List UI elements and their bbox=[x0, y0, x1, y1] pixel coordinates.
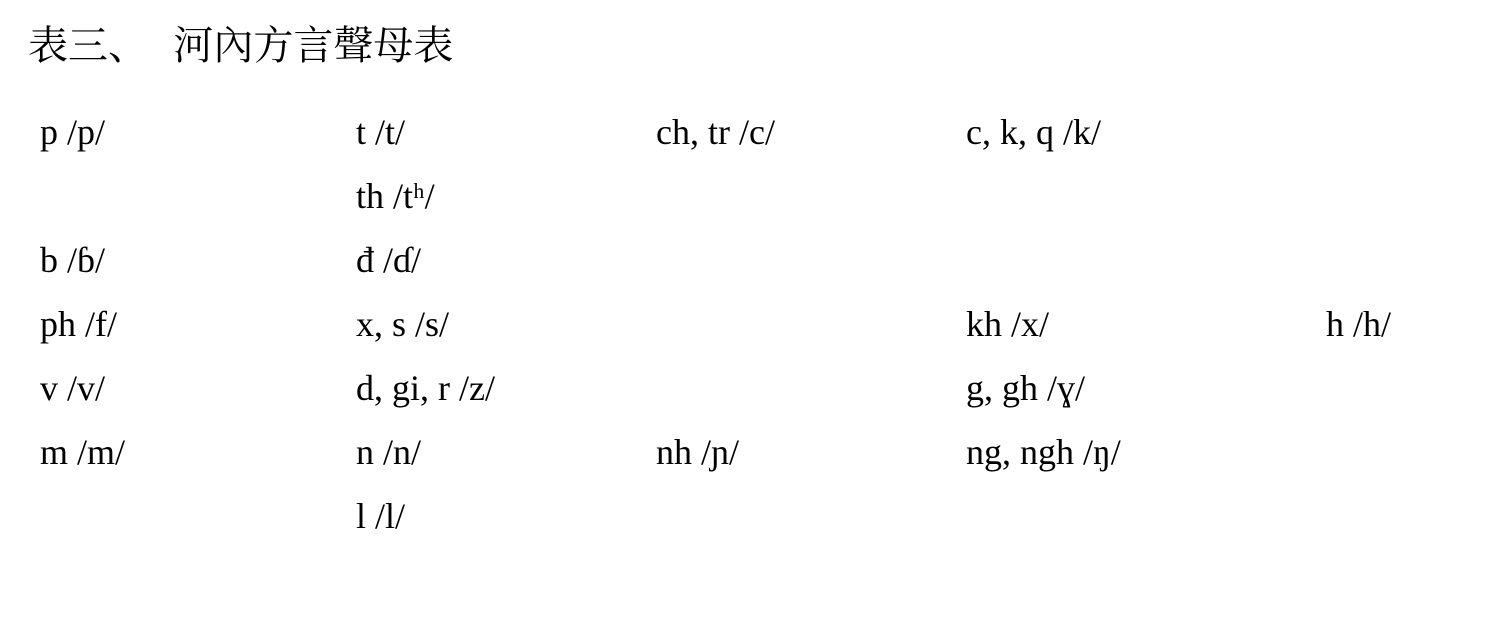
table-cell-alveolar: l /l/ bbox=[356, 496, 406, 536]
table-cell-alveolar: đ /ɗ/ bbox=[356, 240, 422, 280]
table-cell-labial: b /ɓ/ bbox=[40, 240, 106, 280]
table-cell-alveolar: t /t/ bbox=[356, 112, 406, 152]
table-row bbox=[40, 228, 1490, 292]
table-cell-labial: m /m/ bbox=[40, 432, 126, 472]
table-cell-alveolar: th /tʰ/ bbox=[356, 176, 435, 216]
table-row bbox=[40, 100, 1490, 164]
table-cell-velar: kh /x/ bbox=[966, 304, 1050, 344]
table-row bbox=[40, 356, 1490, 420]
table-cell-alveolar: x, s /s/ bbox=[356, 304, 450, 344]
table-row bbox=[40, 420, 1490, 484]
table-cell-labial: ph /f/ bbox=[40, 304, 117, 344]
table-cell-palatal: nh /ɲ/ bbox=[656, 432, 740, 472]
initials-table bbox=[40, 100, 1490, 548]
table-cell-alveolar: n /n/ bbox=[356, 432, 422, 472]
table-row bbox=[40, 292, 1490, 356]
table-row bbox=[40, 164, 1490, 228]
table-cell-alveolar: d, gi, r /z/ bbox=[356, 368, 495, 408]
table-cell-velar: g, gh /ɣ/ bbox=[966, 368, 1086, 408]
table-cell-labial: v /v/ bbox=[40, 368, 106, 408]
page-title: 表三、 河內方言聲母表 bbox=[28, 23, 454, 69]
table-cell-glottal: h /h/ bbox=[1326, 304, 1392, 344]
table-row bbox=[40, 484, 1490, 548]
table-cell-palatal: ch, tr /c/ bbox=[656, 112, 775, 152]
table-cell-labial: p /p/ bbox=[40, 112, 106, 152]
table-cell-velar: c, k, q /k/ bbox=[966, 112, 1101, 152]
table-cell-velar: ng, ngh /ŋ/ bbox=[966, 432, 1121, 472]
